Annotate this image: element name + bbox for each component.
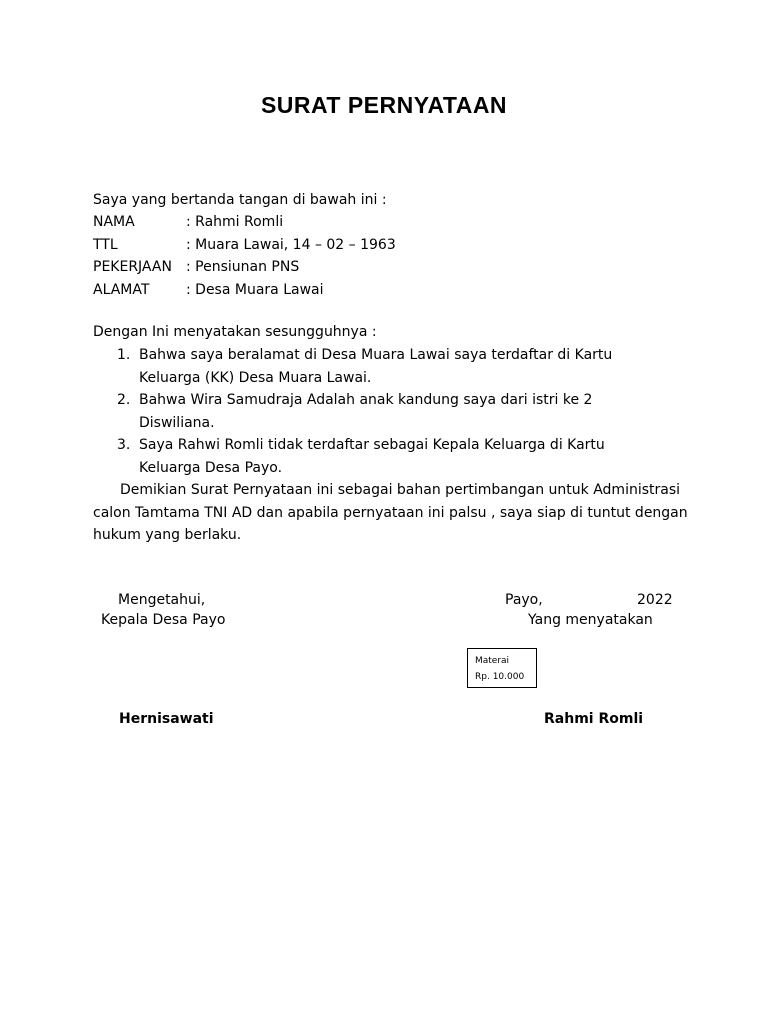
identity-label: ALAMAT [93, 281, 150, 298]
village-head-label: Kepala Desa Payo [101, 612, 226, 628]
right-signer-name: Rahmi Romli [544, 711, 644, 727]
statement-lead: Dengan Ini menyatakan sesungguhnya : [93, 324, 377, 340]
identity-row-address [93, 279, 396, 302]
identity-label: NAMA [93, 214, 135, 230]
list-item [93, 389, 693, 434]
closing-paragraph [93, 479, 693, 547]
list-item-number: 3. [117, 437, 131, 453]
closing-line: calon Tamtama TNI AD dan apabila pernyataan ini palsu , saya siap di tuntut dengan [93, 504, 688, 521]
declarant-label: Yang menyatakan [528, 612, 653, 628]
list-item-text: Bahwa saya beralamat di Desa Muara Lawai saya terdaftar di Kartu Keluarga (KK) Desa Muara Lawai. [139, 347, 613, 386]
identity-table [93, 211, 396, 301]
document-title: SURAT PERNYATAAN [260, 92, 508, 118]
acknowledged-label: Mengetahui, [118, 592, 206, 608]
closing-line: Demikian Surat Pernyataan ini sebagai bahan pertimbangan untuk Administrasi [120, 482, 681, 498]
year-label: 2022 [637, 592, 673, 608]
identity-row-name [93, 211, 396, 234]
identity-row-birth [93, 234, 396, 257]
place-label: Payo, [505, 592, 543, 608]
list-item-number: 2. [117, 392, 131, 408]
identity-row-occupation [93, 256, 396, 279]
identity-value: : Muara Lawai, 14 – 02 – 1963 [186, 236, 396, 253]
revenue-stamp-box [467, 648, 537, 688]
list-item-number: 1. [117, 347, 131, 363]
left-signer-name: Hernisawati [119, 711, 214, 727]
identity-label: TTL [93, 236, 118, 253]
stamp-value: Rp. 10.000 [475, 672, 525, 682]
stamp-label: Materai [475, 656, 510, 666]
identity-value: : Desa Muara Lawai [186, 281, 324, 298]
list-item-text: Bahwa Wira Samudraja Adalah anak kandung saya dari istri ke 2 Diswiliana. [139, 392, 593, 431]
list-item-text: Saya Rahwi Romli tidak terdaftar sebagai Kepala Keluarga di Kartu Keluarga Desa Payo. [139, 437, 605, 476]
identity-label: PEKERJAAN [93, 259, 172, 275]
intro-text: Saya yang bertanda tangan di bawah ini : [93, 192, 387, 208]
statement-list [93, 344, 693, 479]
list-item [93, 344, 693, 389]
list-item [93, 434, 693, 479]
identity-value: : Rahmi Romli [186, 214, 284, 230]
closing-line: hukum yang berlaku. [93, 527, 242, 543]
identity-value: : Pensiunan PNS [186, 259, 300, 275]
